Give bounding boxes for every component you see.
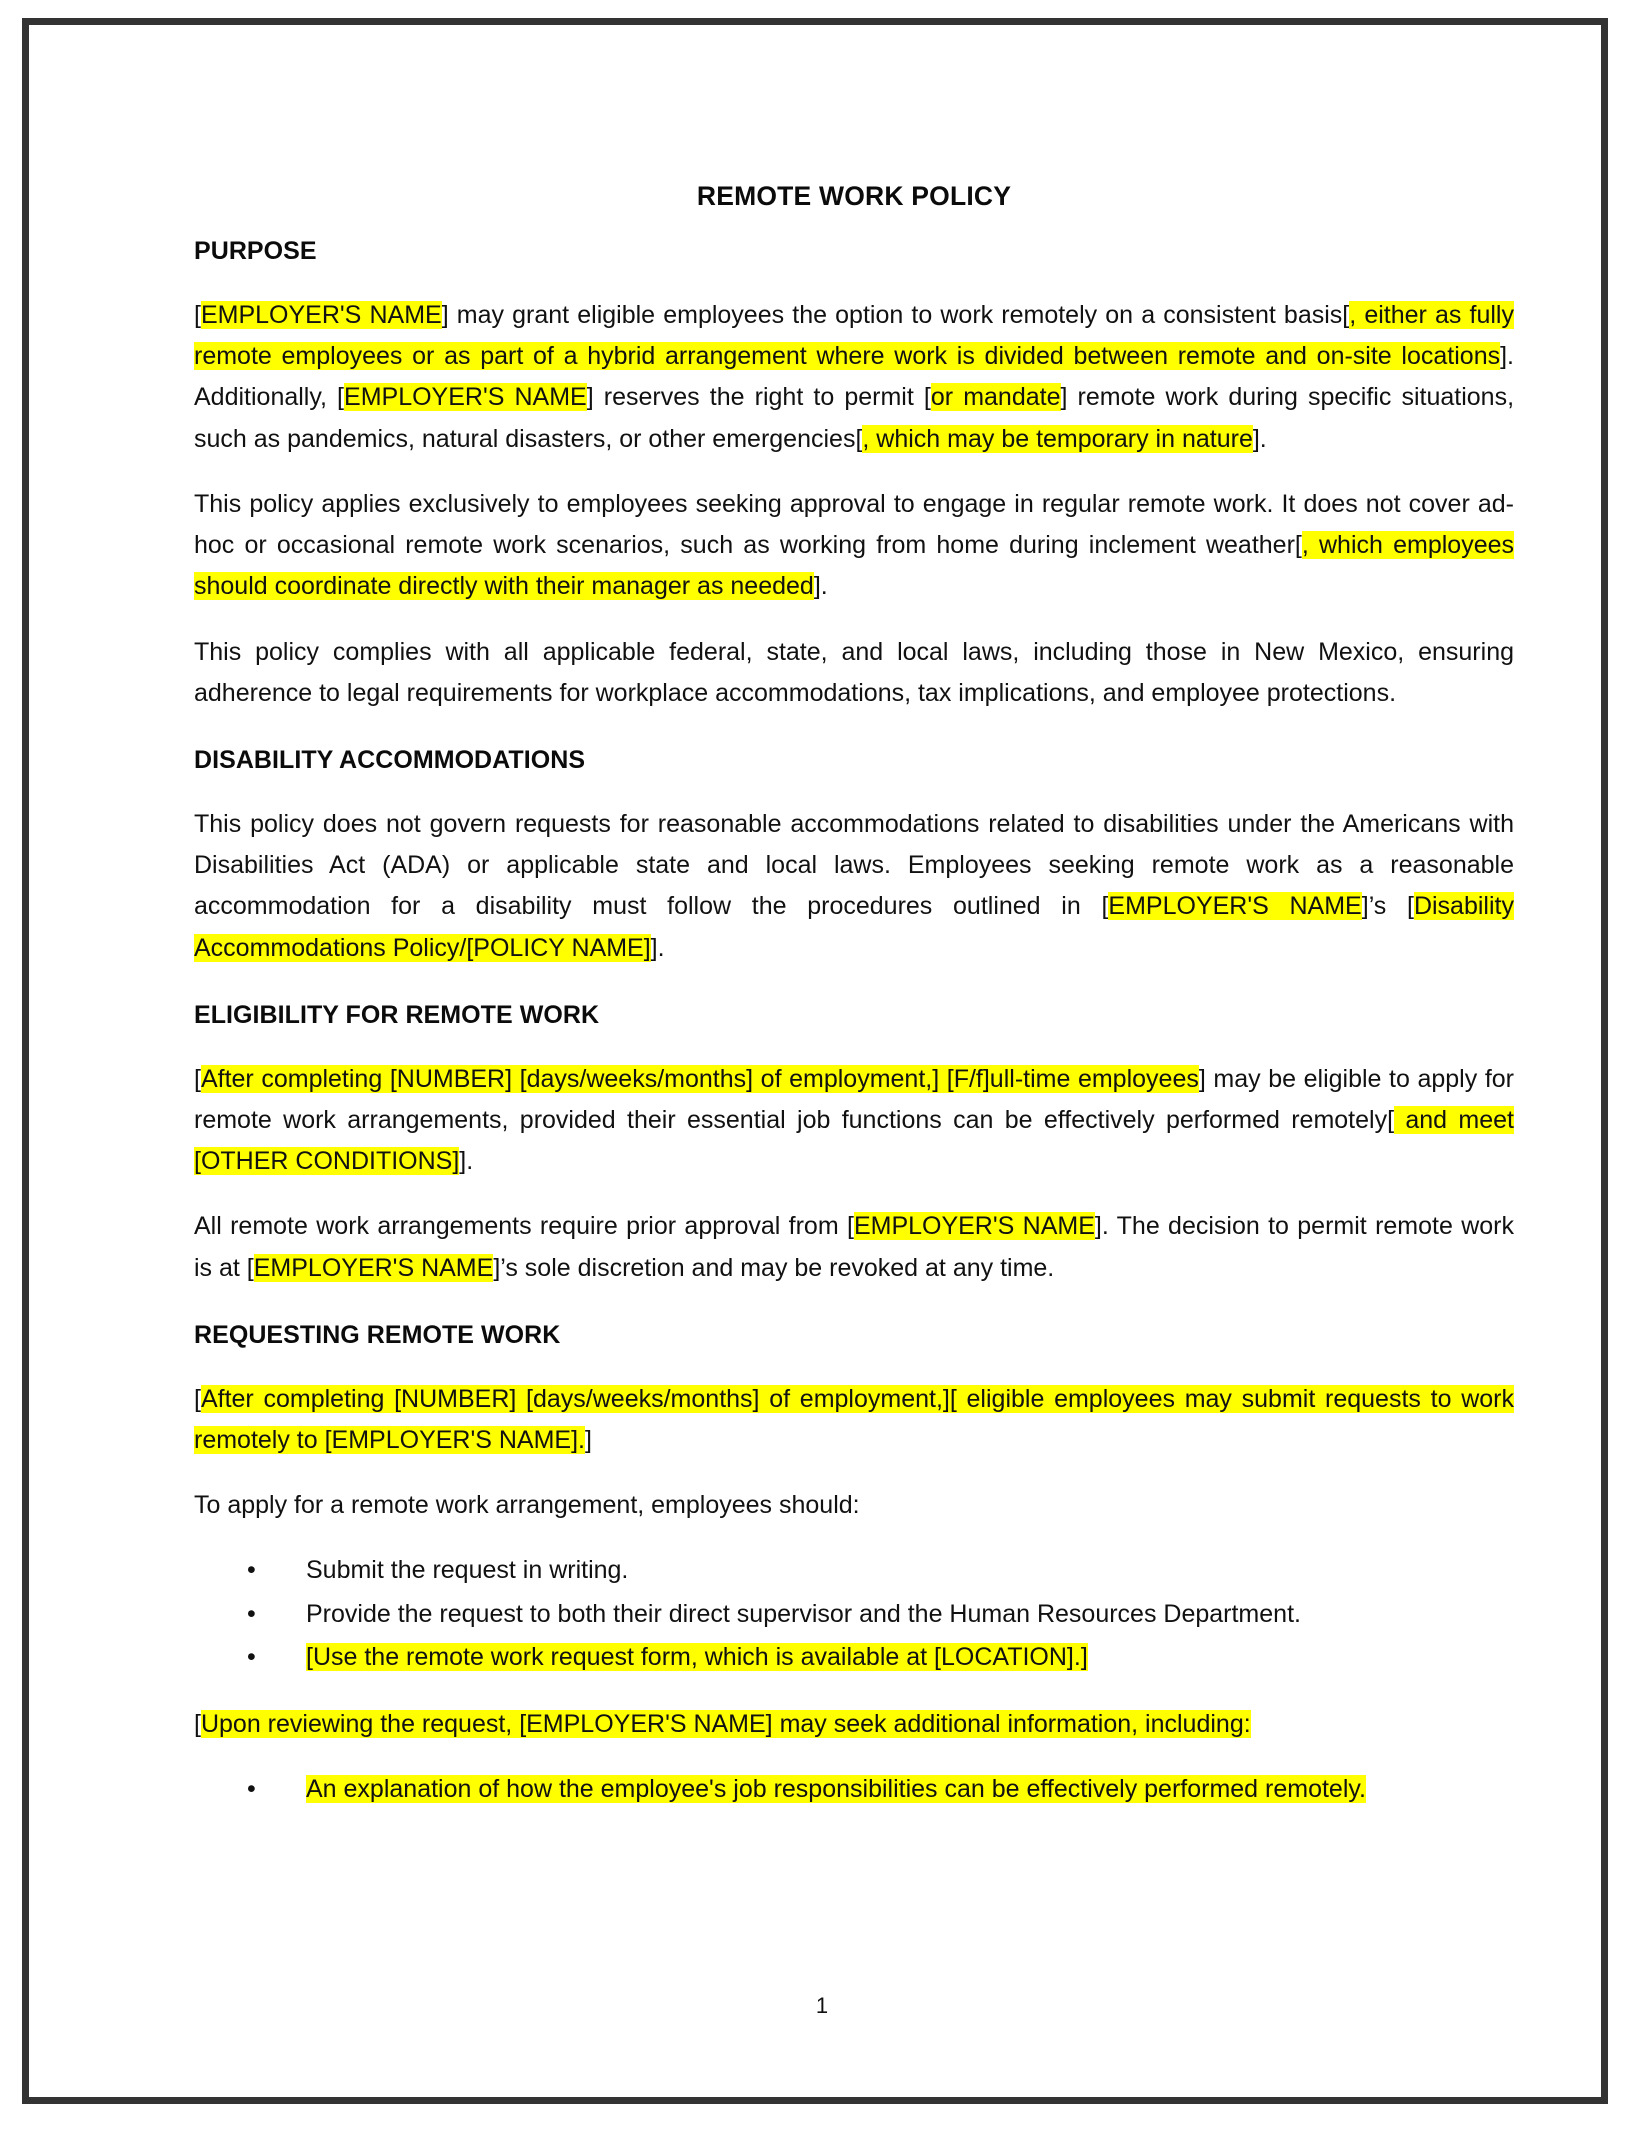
text-run: All remote work arrangements require prior approval from [	[194, 1212, 854, 1241]
bullet-icon: •	[247, 1642, 256, 1671]
page-number: 1	[815, 1993, 829, 2018]
additional-information-list	[194, 1769, 1514, 1810]
eligibility-paragraph-1	[194, 1059, 1514, 1183]
document-page	[22, 18, 1608, 2104]
purpose-paragraph-3	[194, 632, 1514, 715]
highlight-manager-coordination: , which employees should coordinate directly with their manager as needed	[194, 531, 1515, 601]
list-item-label: Submit the request in writing.	[306, 1556, 629, 1585]
list-item	[194, 1637, 1514, 1678]
text-run: ] reserves the right to permit [	[586, 383, 931, 412]
highlight-temporary-nature: , which may be temporary in nature	[862, 424, 1253, 453]
text-run: [	[194, 1384, 201, 1413]
list-item	[194, 1769, 1514, 1810]
text-run: [	[194, 300, 201, 329]
requesting-intro: To apply for a remote work arrangement, employees should:	[194, 1491, 860, 1520]
document-content	[194, 25, 1514, 2097]
list-item	[194, 1594, 1514, 1635]
highlight-review-request: Upon reviewing the request, [EMPLOYER'S NAME] may seek additional information, including:	[200, 1710, 1251, 1739]
bullet-icon: •	[247, 1599, 256, 1628]
bullet-icon: •	[247, 1556, 256, 1585]
text-run: [	[194, 1710, 201, 1739]
text-run: ] remote work during specific situations, such as pandemics, natural disasters, or other emergencies[	[194, 383, 1515, 453]
eligibility-paragraph-2	[194, 1206, 1514, 1289]
highlight-or-mandate: or mandate	[930, 383, 1061, 412]
highlight-employer-name: EMPLOYER'S NAME	[853, 1212, 1095, 1241]
highlight-employer-name: EMPLOYER'S NAME	[344, 383, 587, 412]
text-run: ].	[459, 1147, 474, 1176]
highlight-hybrid-clause: , either as fully remote employees or as part of a hybrid arrangement where work is divided between remote and on-site locations	[194, 300, 1514, 371]
text-run: ]’s sole discretion and may be revoked at any time.	[493, 1253, 1055, 1282]
list-item-label: [Use the remote work request form, which is available at [LOCATION].]	[306, 1642, 1088, 1671]
text-run: ]. The decision to permit remote work is at [	[194, 1212, 1514, 1282]
text-run: This policy applies exclusively to employees seeking approval to engage in regular remote work. It does not cover ad-hoc or occasional remote work scenarios, such as working from home during inclement weather[	[194, 489, 1514, 560]
purpose-paragraph-2	[194, 484, 1514, 608]
section-heading-requesting: REQUESTING REMOTE WORK	[194, 1320, 561, 1349]
apply-steps-list	[194, 1550, 1514, 1678]
text-run: ] may be eligible to apply for remote work arrangements, provided their essential job functions can be effectively performed remotely[	[194, 1064, 1514, 1134]
highlight-employment-duration: After completing [NUMBER] [days/weeks/months] of employment,] [F/f]ull-time employees	[200, 1064, 1199, 1093]
list-item-label: An explanation of how the employee's job responsibilities can be effectively performed remotely.	[306, 1775, 1366, 1804]
highlight-employer-name: EMPLOYER'S NAME	[253, 1253, 494, 1282]
text-run: This policy complies with all applicable federal, state, and local laws, including those in New Mexico, ensuring adherence to legal requirements for workplace accommodations, tax implications, and employee protections.	[194, 637, 1514, 707]
section-heading-eligibility: ELIGIBILITY FOR REMOTE WORK	[194, 1000, 600, 1029]
text-run: ].	[650, 933, 665, 962]
text-run: ].	[1252, 424, 1267, 453]
list-item	[194, 1550, 1514, 1591]
section-heading-purpose: PURPOSE	[194, 237, 317, 266]
requesting-paragraph-2	[194, 1704, 1514, 1745]
text-run: ]’s [	[1361, 892, 1414, 921]
highlight-submit-requests: After completing [NUMBER] [days/weeks/months] of employment,][ eligible employees may submit requests to work remotely to [EMPLOYER'S NAME].	[194, 1384, 1514, 1454]
disability-paragraph-1	[194, 804, 1514, 969]
highlight-policy-name: Disability Accommodations Policy/[POLICY NAME]	[194, 892, 1514, 962]
highlight-employer-name: EMPLOYER'S NAME	[200, 300, 442, 329]
page-title: REMOTE WORK POLICY	[696, 181, 1012, 211]
text-run: ]	[585, 1425, 592, 1454]
text-run: ]. Additionally, [	[194, 342, 1514, 412]
purpose-paragraph-1	[194, 295, 1514, 460]
list-item-label: Provide the request to both their direct supervisor and the Human Resources Department.	[306, 1599, 1301, 1628]
requesting-paragraph-1	[194, 1379, 1514, 1462]
highlight-employer-name: EMPLOYER'S NAME	[1108, 892, 1362, 921]
text-run: ].	[813, 572, 828, 601]
text-run: This policy does not govern requests for reasonable accommodations related to disabilities under the Americans with Disabilities Act (ADA) or applicable state and local laws. Employees seeking remote work as a reasonable accommodation for a disability must follow the procedures outlined in [	[194, 809, 1514, 921]
bullet-icon: •	[247, 1775, 256, 1804]
section-heading-disability-accommodations: DISABILITY ACCOMMODATIONS	[194, 746, 586, 775]
text-run: ] may grant eligible employees the option to work remotely on a consistent basis[	[441, 300, 1350, 329]
text-run: [	[194, 1064, 201, 1093]
highlight-other-conditions: and meet [OTHER CONDITIONS]	[194, 1105, 1514, 1176]
